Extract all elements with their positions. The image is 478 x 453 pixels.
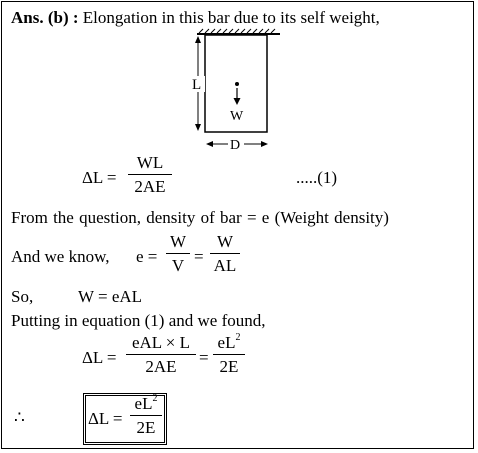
weight-label: W [230,109,244,124]
eq2-fraction-1 [126,333,196,377]
eq2-equals: = [199,348,209,367]
therefore-symbol: ∴ [14,408,25,427]
know-text: And we know, [11,247,110,266]
eq2-frac2-num: $eL^2$ [217,332,241,352]
final-lhs: ΔL = [88,409,123,428]
know-frac2-den: AL [213,256,237,275]
answer-intro: Elongation in this bar due to its self weight, [82,8,380,27]
so-label: So, [11,287,34,306]
fraction-bar [213,354,245,355]
know-frac2-num: W [216,232,234,251]
bar-diagram [185,28,295,153]
fraction-bar [128,174,172,175]
know-fraction-1 [166,232,190,276]
know-equals: = [194,247,204,266]
eq2-frac1-num: eAL × L [131,333,191,352]
eq1-tag: .....(1) [296,168,338,187]
so-expression: W = eAL [78,287,143,306]
fraction-bar [166,253,190,254]
eq1-fraction [128,153,172,197]
know-fraction-2 [210,232,240,276]
know-lhs: e = [136,247,158,266]
answer-label: Ans. (b) : [11,8,79,27]
fraction-bar [210,253,240,254]
final-num: $eL^2$ [134,393,158,413]
eq1-denominator: 2AE [134,177,166,196]
eq2-frac2-den: 2E [219,357,239,376]
support-hatching [199,29,275,33]
final-den: 2E [136,418,156,437]
putting-line: Putting in equation (1) and we found, [11,311,266,330]
fraction-bar [130,415,162,416]
know-frac1-den: V [171,256,185,275]
fraction-bar [126,354,196,355]
eq2-lhs: ΔL = [82,348,117,367]
eq1-lhs: ΔL = [82,168,117,187]
width-label: D [230,138,241,153]
length-label: L [192,77,202,93]
eq1-numerator: WL [136,153,164,172]
know-frac1-num: W [169,232,187,251]
density-line: From the question, density of bar = e (Weight density) [11,208,389,227]
eq2-frac1-den: 2AE [145,357,177,376]
final-fraction [130,394,162,438]
eq2-fraction-2 [213,333,245,377]
answer-line [11,8,380,28]
